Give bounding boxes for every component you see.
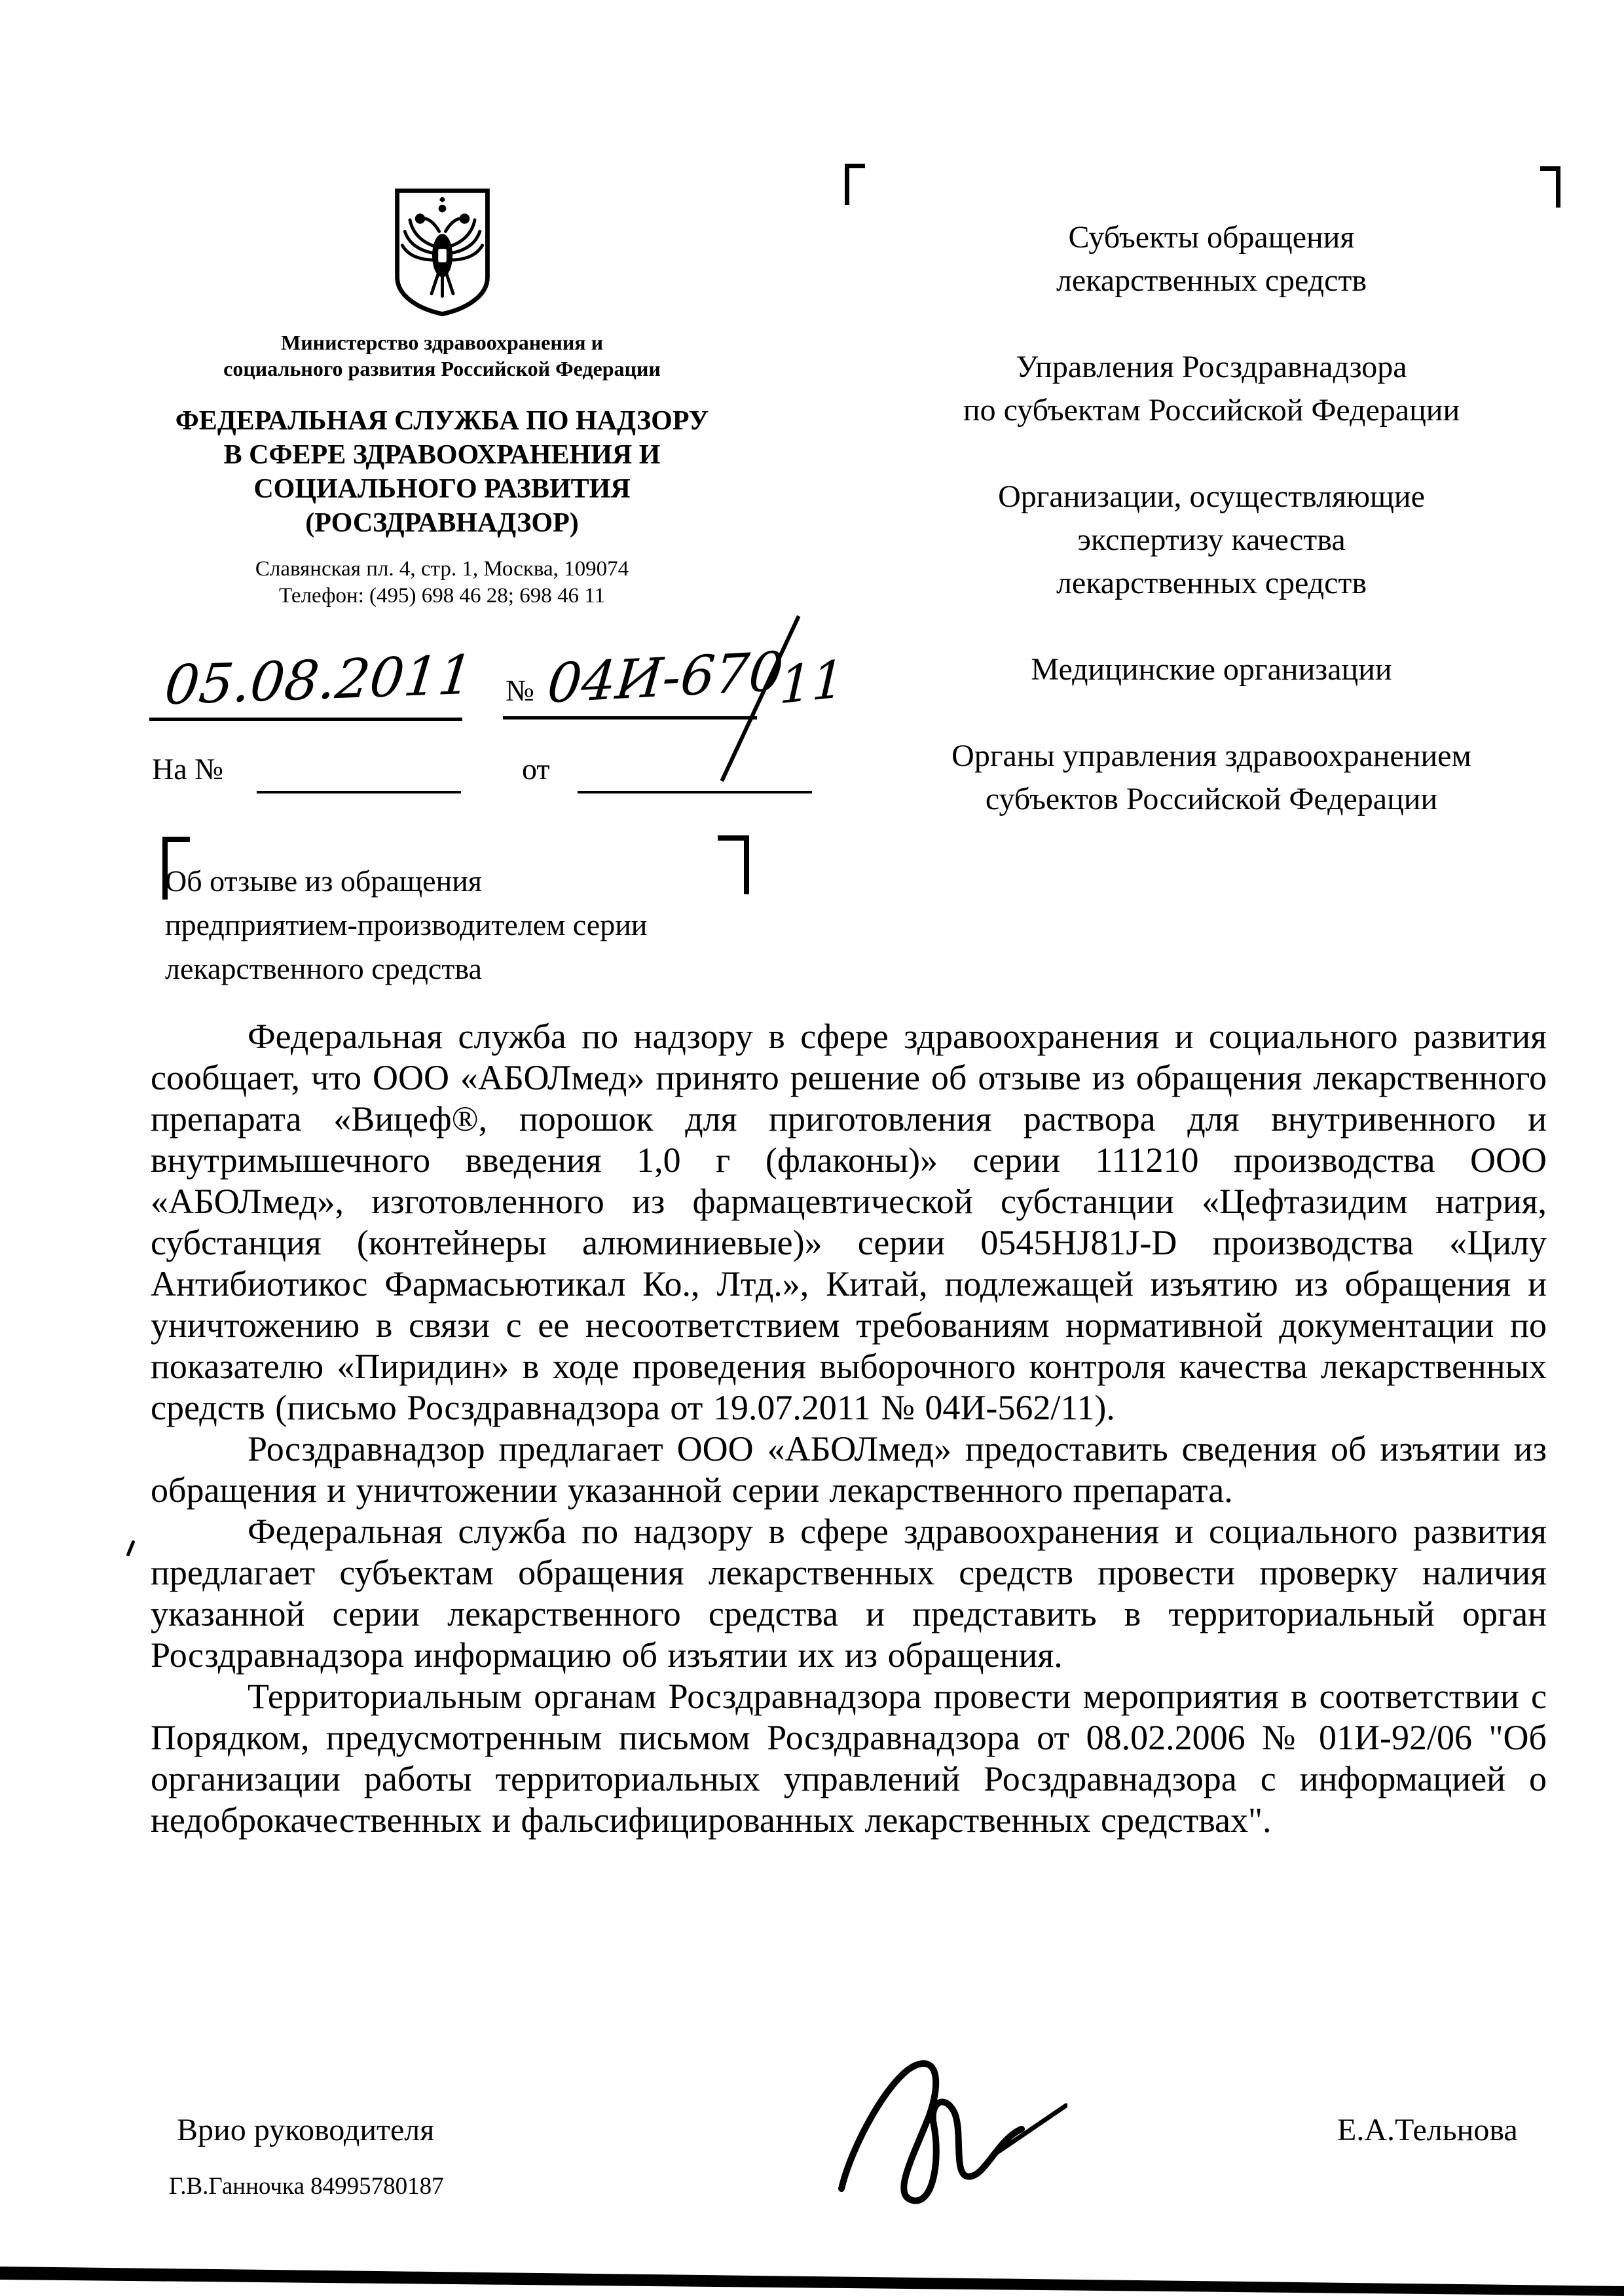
subject-line: лекарственного средства <box>165 952 482 985</box>
subject-line: предприятием-производителем серии <box>165 908 648 941</box>
handwritten-outgoing-date: 05.08.2011 <box>162 644 476 718</box>
recipient-line: субъектов Российской Федерации <box>985 782 1438 816</box>
letter-body <box>151 1016 1547 1841</box>
service-name-line: ФЕДЕРАЛЬНАЯ СЛУЖБА ПО НАДЗОРУ <box>175 406 709 436</box>
reply-from-label: от <box>522 752 550 786</box>
recipient-line: Субъекты обращения <box>1068 220 1355 255</box>
recipient-line: Медицинские организации <box>1031 652 1392 687</box>
recipient-line: Организации, осуществляющие <box>998 479 1425 514</box>
letterhead <box>134 187 750 610</box>
signer-position-title: Врио руководителя <box>177 2113 435 2147</box>
recipient-line: экспертизу качества <box>1077 522 1346 557</box>
scan-artifact-bar <box>0 2260 1624 2296</box>
service-phone: Телефон: (495) 698 46 28; 698 46 11 <box>279 584 605 608</box>
body-paragraph: Росздравнадзор предлагает ООО «АБОЛмед» предоставить сведения об изъятии из обращения и уничтожении указанной серии лекарственного препарата. <box>151 1429 1547 1510</box>
handwritten-signature-icon <box>805 2048 1067 2218</box>
corner-mark-recipients-left <box>845 164 865 205</box>
reply-number-label: На № <box>152 752 224 786</box>
letter-subject <box>165 859 754 991</box>
service-name-line: (РОСЗДРАВНАДЗОР) <box>305 508 579 538</box>
ministry-name <box>134 329 750 382</box>
ministry-name-line: Министерство здравоохранения и <box>280 331 603 354</box>
recipient-item <box>851 475 1572 605</box>
recipient-line: Органы управления здравоохранением <box>951 738 1471 773</box>
recipient-item <box>851 346 1572 432</box>
service-name <box>134 404 750 540</box>
recipient-line: Управления Росздравнадзора <box>1016 350 1407 384</box>
ministry-name-line: социального развития Российской Федерации <box>223 357 661 380</box>
executor-note: Г.В.Ганночка 84995780187 <box>169 2173 444 2200</box>
recipient-item <box>851 735 1572 821</box>
recipient-item <box>851 648 1572 691</box>
handwritten-outgoing-number: 04И-670 <box>545 640 786 716</box>
russia-coat-of-arms-icon <box>388 187 496 318</box>
outgoing-date-underline <box>149 718 462 721</box>
reply-number-underline <box>257 791 461 793</box>
outgoing-number-underline <box>503 716 757 720</box>
handwritten-number-suffix: 11 <box>778 649 845 716</box>
service-name-line: В СФЕРЕ ЗДРАВООХРАНЕНИЯ И <box>223 440 661 470</box>
subject-line: Об отзыве из обращения <box>165 864 482 898</box>
recipient-line: лекарственных средств <box>1056 263 1367 298</box>
service-contacts <box>134 556 750 610</box>
recipients-list <box>851 216 1572 821</box>
corner-mark-recipients-right <box>1540 166 1560 208</box>
recipient-item <box>851 216 1572 302</box>
service-address: Славянская пл. 4, стр. 1, Москва, 109074 <box>255 557 629 581</box>
service-name-line: СОЦИАЛЬНОГО РАЗВИТИЯ <box>253 474 631 504</box>
body-paragraph: Федеральная служба по надзору в сфере здравоохранения и социального развития сообщает, что ООО «АБОЛмед» принято решение об отзыве из обращения лекарственного препарата «Вицеф®, порошок для приготовления раствора для внутривенного и внутримышечного введения 1,0 г (флаконы)» серии 111210 производства ООО «АБОЛмед», изготовленного из фармацевтической субстанции «Цефтазидим натрия, субстанция (контейнеры алюминиевые)» серии 0545HJ81J-D производства «Цилу Антибиотикос Фармасьютикал Ко., Лтд.», Китай, подлежащей изъятию из обращения и уничтожению в связи с ее несоответствием требованиям нормативной документации по показателю «Пиридин» в ходе проведения выборочного контроля качества лекарственных средств (письмо Росздравнадзора от 19.07.2011 № 04И-562/11). <box>151 1017 1547 1427</box>
number-sign: № <box>506 674 534 707</box>
body-paragraph: Федеральная служба по надзору в сфере здравоохранения и социального развития предлагает субъектам обращения лекарственных средств провести проверку наличия указанной серии лекарственного средства и представить в территориальный орган Росздравнадзора информацию об изъятии их из обращения. <box>151 1512 1547 1675</box>
reply-date-underline <box>578 791 812 793</box>
body-paragraph: Территориальным органам Росздравнадзора провести мероприятия в соответствии с Порядком, предусмотренным письмом Росздравнадзора от 08.02.2006 № 01И-92/06 "Об организации работы территориальных управлений Росздравнадзора с информацией о недоброкачественных и фальсифицированных лекарственных средствах". <box>151 1677 1547 1840</box>
signer-name: Е.А.Тельнова <box>1337 2113 1518 2147</box>
recipient-line: лекарственных средств <box>1056 566 1367 600</box>
scan-stray-mark <box>126 1540 135 1557</box>
recipient-line: по субъектам Российской Федерации <box>963 393 1460 428</box>
